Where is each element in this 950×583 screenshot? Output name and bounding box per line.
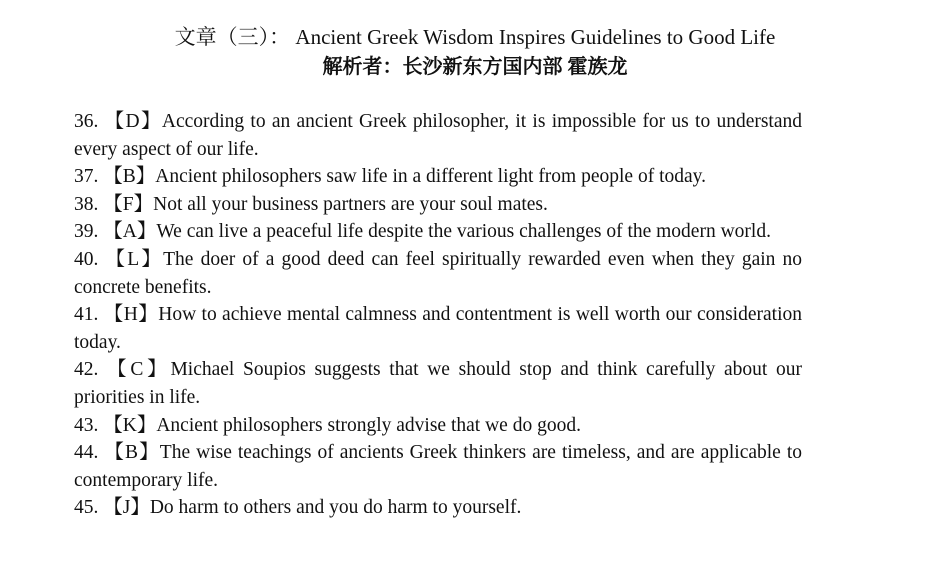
answer-text: The wise teachings of ancients Greek thinkers are timeless, and are applicable to contemporary life.	[74, 442, 802, 491]
item-number: 39.	[74, 221, 99, 243]
item-number: 42.	[74, 359, 99, 381]
answer-key: 【K】	[103, 414, 157, 436]
page-subtitle: 解析者：长沙新东方国内部 霍族龙	[322, 56, 628, 78]
answer-item-39	[74, 218, 802, 246]
item-number: 36.	[74, 111, 99, 132]
answer-text: Not all your business partners are your soul mates.	[153, 193, 548, 215]
answer-item-37	[74, 163, 802, 191]
item-number: 40.	[74, 248, 99, 270]
item-number: 38.	[74, 193, 99, 215]
item-number: 44.	[74, 442, 99, 464]
answer-item-38	[74, 191, 802, 219]
answer-text: Michael Soupios suggests that we should stop and think carefully about our priorities in life.	[74, 359, 802, 408]
answer-item-42	[74, 356, 802, 411]
answer-text: We can live a peaceful life despite the various challenges of the modern world.	[156, 221, 771, 243]
answer-item-36	[74, 108, 802, 163]
item-number: 45.	[74, 497, 99, 519]
answer-text: Do harm to others and you do harm to yourself.	[149, 497, 522, 519]
item-number: 41.	[74, 304, 99, 326]
answer-item-41	[74, 301, 802, 356]
answer-text: The doer of a good deed can feel spiritually rewarded even when they gain no concrete benefits.	[74, 248, 803, 298]
answer-key: 【H】	[103, 304, 159, 326]
answer-key: 【C】	[107, 359, 171, 381]
answer-key: 【B】	[104, 442, 160, 464]
answer-key: 【B】	[103, 166, 156, 188]
item-number: 43.	[74, 414, 99, 436]
answer-text: How to achieve mental calmness and contentment is well worth our consideration today.	[74, 304, 802, 353]
answer-item-40	[74, 246, 802, 301]
answer-key: 【D】	[104, 111, 162, 132]
answer-text: Ancient philosophers saw life in a different light from people of today.	[155, 166, 706, 188]
answer-item-45	[74, 494, 802, 522]
item-number: 37.	[74, 166, 99, 188]
answer-key: 【F】	[103, 193, 154, 215]
answer-key: 【L】	[105, 248, 164, 270]
answer-key: 【J】	[103, 497, 150, 519]
page-title: 文章（三）： Ancient Greek Wisdom Inspires Guidelines to Good Life	[174, 25, 776, 49]
answer-item-44	[74, 439, 802, 494]
answer-text: According to an ancient Greek philosopher, it is impossible for us to understand every aspect of our life.	[74, 111, 802, 160]
answer-list	[74, 108, 802, 522]
answer-text: Ancient philosophers strongly advise that we do good.	[156, 414, 581, 436]
answer-key: 【A】	[103, 221, 157, 243]
answer-item-43	[74, 412, 802, 440]
